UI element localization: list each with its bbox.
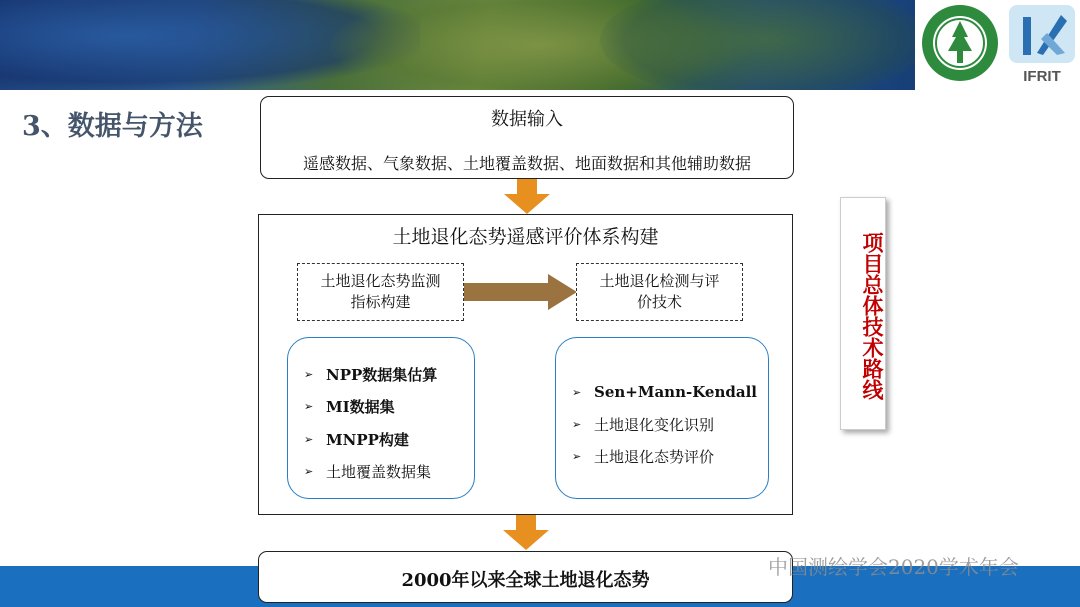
section-title: 3、数据与方法	[22, 111, 203, 142]
arrow-bullet-icon: ➢	[572, 449, 582, 463]
data-input-sources: 遥感数据、气象数据、土地覆盖数据、地面数据和其他辅助数据	[302, 154, 751, 173]
arrow-bullet-icon: ➢	[304, 432, 314, 446]
ifrit-logo	[1007, 3, 1077, 85]
arrow-bullet-icon: ➢	[572, 417, 582, 431]
logo-area	[915, 0, 1080, 90]
side-label-text: 项目总体技术路线	[860, 231, 884, 400]
side-label-box	[840, 197, 886, 430]
list-item: ➢ Sen+Mann-Kendall	[572, 383, 757, 401]
down-arrow-bottom	[502, 515, 550, 551]
watermark: 中国测绘学会2020学术年会	[768, 555, 1019, 579]
detection-evaluation-step: 土地退化检测与评 价技术	[576, 263, 743, 321]
list-item: ➢ MI数据集	[304, 398, 395, 417]
data-input-title: 数据输入	[491, 109, 563, 130]
list-item: ➢ 土地覆盖数据集	[304, 463, 432, 482]
result-output-box	[258, 551, 793, 603]
list-item: ➢ MNPP构建	[304, 430, 409, 449]
dataset-methods-box	[287, 337, 475, 499]
list-item: ➢ 土地退化态势评价	[572, 447, 715, 466]
arrow-bullet-icon: ➢	[304, 367, 314, 381]
list-item: ➢ NPP数据集估算	[304, 365, 438, 384]
analysis-methods-box	[555, 337, 769, 499]
arrow-bullet-icon: ➢	[304, 400, 314, 414]
evaluation-system-box	[258, 214, 793, 515]
arrow-bullet-icon: ➢	[304, 465, 314, 479]
svg-text:IFRIT: IFRIT	[1023, 68, 1061, 85]
arrow-bullet-icon: ➢	[572, 385, 582, 399]
indicator-construction-step: 土地退化态势监测 指标构建	[297, 263, 464, 321]
data-input-box	[260, 96, 794, 179]
evaluation-system-title: 土地退化态势遥感评价体系构建	[392, 226, 659, 248]
list-item: ➢ 土地退化变化识别	[572, 415, 715, 434]
chinese-academy-of-forestry-logo	[920, 3, 1000, 83]
result-output-title: 2000年以来全球土地退化态势	[401, 570, 650, 591]
right-arrow	[464, 273, 578, 311]
down-arrow-top	[503, 179, 551, 215]
